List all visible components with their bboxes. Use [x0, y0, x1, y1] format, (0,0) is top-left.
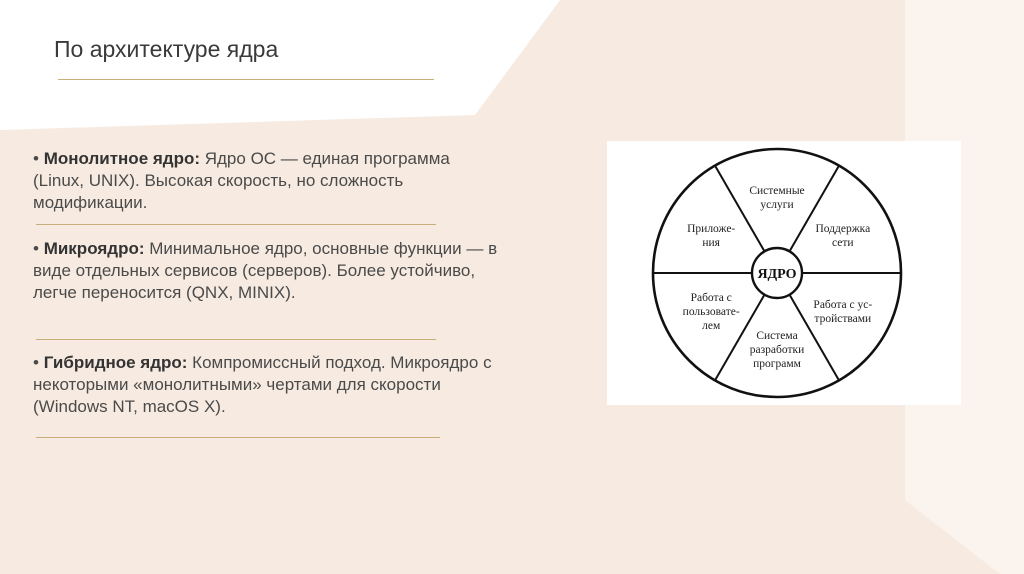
segment-label-6: Приложе-ния: [687, 223, 736, 249]
item-microkernel: • Микроядро: Минимальное ядро, основные функции — в виде отдельных сервисов (серверов). Более устойчиво, легче переносится (QNX, MINIX).: [33, 239, 498, 302]
kernel-wheel: [607, 141, 961, 405]
kernel-diagram: [607, 141, 961, 405]
item-term: Гибридное ядро:: [43, 353, 188, 372]
segment-label-1: Системные услуги: [749, 185, 805, 211]
item-monolithic: • Монолитное ядро: Ядро ОС — единая программа (Linux, UNIX). Высокая скорость, но сложность модификации.: [33, 149, 450, 212]
segment-label-5: Работа с пользовате-лем: [682, 292, 740, 332]
divider-2: [36, 339, 436, 340]
item-text: Компромиссный подход. Микроядро с некоторыми «монолитными» чертами для скорости (Windows NT, macOS X).: [33, 353, 492, 416]
divider-3: [36, 437, 440, 438]
item-hybrid: • Гибридное ядро: Компромиссный подход. Микроядро с некоторыми «монолитными» чертами для скорости (Windows NT, macOS X).: [33, 353, 492, 416]
item-text: Ядро ОС — единая программа (Linux, UNIX). Высокая скорость, но сложность модификации.: [33, 149, 450, 212]
segment-label-2: Поддержка сети: [815, 223, 871, 249]
hub-label: ЯДРО: [757, 267, 797, 282]
item-text: Минимальное ядро, основные функции — в виде отдельных сервисов (серверов). Более устойчиво, легче переносится (QNX, MINIX).: [33, 239, 498, 302]
segment-label-4: Система разработки программ: [749, 330, 805, 370]
item-term: Микроядро:: [43, 239, 145, 258]
slide-title: По архитектуре ядра: [54, 36, 279, 62]
title-underline: [58, 79, 434, 80]
divider-1: [36, 224, 436, 225]
item-term: Монолитное ядро:: [43, 149, 201, 168]
segment-label-3: Работа с ус-тройствами: [813, 299, 873, 325]
